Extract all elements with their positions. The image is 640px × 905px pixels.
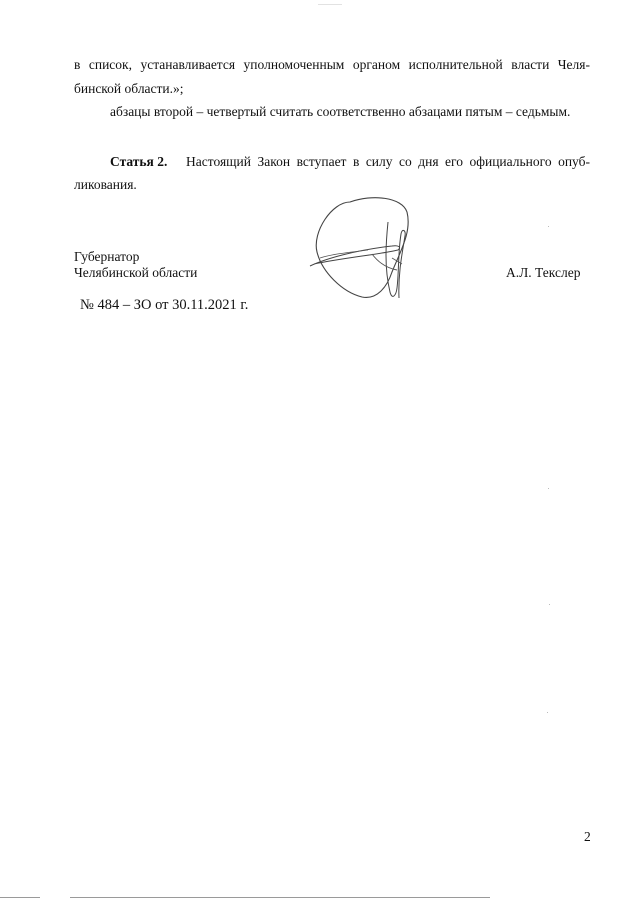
signatory-name: А.Л. Текслер [506,265,581,280]
scan-speck [547,712,548,713]
signatory-title-line-1: Губернатор [74,249,140,264]
article-text-line-2: ликования. [74,177,137,192]
paragraph-1-line-2: бинской области.»; [74,81,184,96]
page-number: 2 [584,829,591,844]
law-number-and-date: № 484 – ЗО от 30.11.2021 г. [80,297,249,313]
article-label: Статья 2. [110,154,168,169]
signatory-title-line-2: Челябинской области [74,265,198,280]
handwritten-signature [302,192,422,312]
article-text-line-1: Настоящий Закон вступает в силу со дня его официального опуб- [186,154,590,169]
page-bottom-edge [0,897,40,898]
scan-speck [549,604,550,605]
scan-speck [548,488,549,489]
paragraph-2: абзацы второй – четвертый считать соответственно абзацами пятым – седьмым. [110,104,571,119]
paragraph-1-line-1: в список, устанавливается уполномоченным органом исполнительной власти Челя- [74,57,590,72]
scan-speck [548,226,549,227]
scan-speck [318,4,342,5]
page-bottom-edge [70,897,490,898]
